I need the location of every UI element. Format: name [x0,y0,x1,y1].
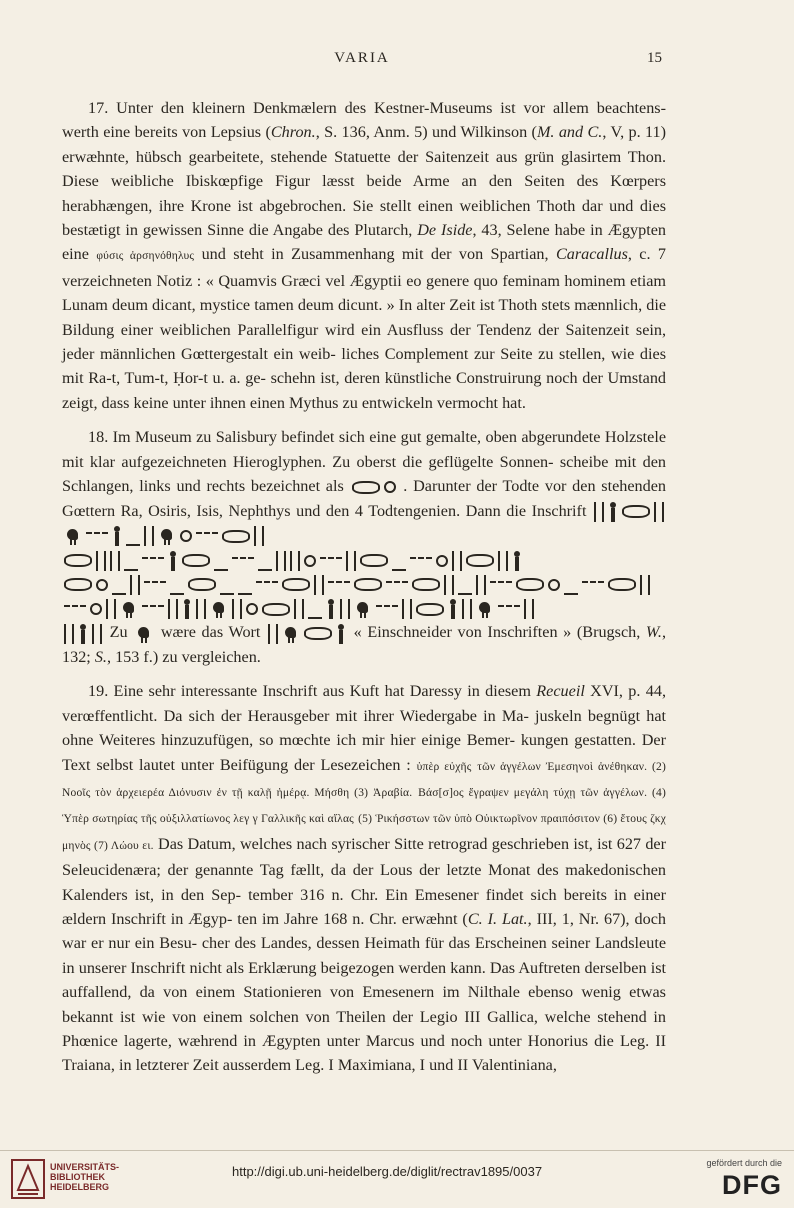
text-line: (Brugsch, [576,623,646,642]
text-line: habe in Ægypten eine [62,221,667,264]
ground-hieroglyph [214,551,228,571]
pillar-hieroglyph [64,624,74,644]
greek-inscription: ὑπὲρ εὐχῆς [416,760,472,773]
page-header [62,50,662,74]
mouth-hieroglyph [416,603,444,616]
water-hieroglyph [320,557,342,565]
citation: Chron. [270,123,316,142]
water-hieroglyph [196,532,218,540]
ankh-hieroglyph [640,575,650,595]
text-line: die Inschrift [506,501,587,520]
stroke-hieroglyph [110,551,120,571]
figure-hieroglyph [512,551,522,571]
stroke-hieroglyph [96,551,106,571]
vulture-hieroglyph [158,527,176,545]
text-line: bekannt ist wie von einem solchen von Theilen der Legio III Gallica, welche stehend in [62,1007,666,1026]
section-19 [62,679,666,1078]
mouth-hieroglyph [516,578,544,591]
text-line: Inschrift nicht als Erklærung beigezogen werden kann. Das Auftreten derselben ist [130,958,666,977]
water-hieroglyph [232,557,254,565]
text-line: 19. Eine sehr interessante Inschrift aus Kuft hat Daressy in diesem [88,682,537,701]
text-line: Tag fællt, da der Lous der letzte Monat des makedonischen Kalenders ist, in den Sep- [62,861,666,904]
reed-hieroglyph [594,502,604,522]
text-line: Holzstele mit klar aufgezeichneten Hieroglyphen. Zu oberst die geflügelte Sonnen- [62,428,667,471]
mouth-hieroglyph [608,578,636,591]
library-name-line: UNIVERSITÄTS- [50,1162,120,1172]
text-line: XVI, p. 44, verœffentlicht. Da sich der Herausgeber mit ihrer Wiedergabe in Ma- [62,682,666,725]
ground-hieroglyph [126,526,140,546]
ground-hieroglyph [170,575,184,595]
text-line: werth eine bereits von Lepsius ( [62,123,271,142]
text-line: liches Complement zur Seite zu stellen, wie dies mit Ra-t, Tum-t, Ḥor-t u. a. ge- [62,345,666,388]
house-hieroglyph [222,530,250,543]
water-hieroglyph [498,605,520,613]
text-line: , c. 7 verzeichneten Notiz : « Quamvis Græci vel Ægyptii eo genere quo [62,245,667,290]
permalink[interactable]: http://digi.ub.uni-heidelberg.de/diglit/rectrav1895/0037 [232,1164,543,1179]
citation: M. and C. [536,123,603,142]
library-name-line: BIBLIOTHEK [50,1172,105,1182]
greek-inscription: Βάσ[σ]ος ἔγραψεν μεγάλη τύχῃ τῶν ἀγγέλων. (4) Ὑπὲρ σωτηρίας τῆς οὐξιλλατίωνος λεγ γ Γαλλικῆς καὶ αἴλας [62,786,666,826]
ground-hieroglyph [564,575,578,595]
reed-hieroglyph [254,526,264,546]
text-line: ten im Jahre 168 n. Chr. erwæhnt ( [237,909,468,928]
stroke-hieroglyph [290,551,300,571]
ground-hieroglyph [124,551,138,571]
mouth-hieroglyph [64,554,92,567]
hieroglyph-line [62,547,666,571]
reed-hieroglyph [498,551,508,571]
sun-hieroglyph [548,579,560,591]
bird-hieroglyph [135,625,153,643]
mouth-hieroglyph [354,578,382,591]
hieroglyph-line [62,572,666,596]
citation: Caracallus [555,245,628,264]
water-hieroglyph [256,581,278,589]
text-line: feminam hominem etiam Lunam deum dicant, mystice tamen deum dicunt. » In alter [62,271,666,315]
mouth-hieroglyph [412,578,440,591]
water-hieroglyph [328,581,350,589]
mouth-hieroglyph [188,578,216,591]
text-line: Leg. II Traiana, in letzterer Zeit ausserdem Leg. I Maximiana, I und II Valentiniana, [62,1031,667,1075]
ground-hieroglyph [392,551,406,571]
figure-hieroglyph [608,502,618,522]
text-line: vor den stehenden Gœttern Ra, Osiris, Isis, Nephthys und den 4 Todtengenien. Dann [62,477,667,520]
reed-hieroglyph [144,526,154,546]
text-line: , [602,123,607,142]
sun-hieroglyph [180,530,192,542]
mouth-hieroglyph [622,505,650,518]
mouth-hieroglyph [182,554,210,567]
sun-hieroglyph [436,555,448,567]
circle-hieroglyph [96,579,108,591]
section-17 [62,96,666,415]
pillar-hieroglyph [524,599,534,619]
figure-hieroglyph [326,599,336,619]
text-line: Ausfluss der Tendenz der Saitenzeit sein, jeder männlichen Gœttergestalt ein weib- [62,320,667,364]
bird-hieroglyph [354,600,372,618]
ground-hieroglyph [458,575,472,595]
page-number: 15 [647,50,662,66]
mouth-hieroglyph [360,554,388,567]
bird-hieroglyph [282,625,300,643]
citation: C. I. Lat. [467,909,528,928]
text-line: , 153 f.) zu vergleichen. [106,647,261,666]
text-line: , S. 136, Anm. 5) und Wilkinson ( [315,123,537,142]
mouth-hieroglyph [304,627,332,640]
figure-hieroglyph [182,599,192,619]
water-hieroglyph [86,532,108,540]
sun-hieroglyph [304,555,316,567]
footer-divider [0,1150,794,1151]
greek-inscription: (5) Ῥικήσστων τῶν ὑπὸ Οὐικτωρῖνον πραιπόσιτον (6) ἔτους ζκχ μηνὸς (7) Λώου ει. [62,813,667,852]
water-hieroglyph [142,605,164,613]
pillar-hieroglyph [106,599,116,619]
seated-god-hieroglyph [112,526,122,546]
figure-hieroglyph [448,599,458,619]
text-line: Das Datum, welches [153,834,293,853]
mouth-hieroglyph [282,578,310,591]
library-name [50,1162,119,1192]
water-hieroglyph [582,581,604,589]
stroke-hieroglyph [476,575,486,595]
stroke-hieroglyph [276,551,286,571]
water-hieroglyph [410,557,432,565]
text-line: Phœnice lagerte, wæhrend in Ægypten unter Marcus und noch unter Honorius die [62,1031,614,1050]
text-line: Kœrpers herabhængen, ihre Krone ist abgebrochen. Sie stellt einen weiblichen Thoth [62,172,666,215]
owl-hieroglyph [120,600,138,618]
greek-inscription: τῶν ἀγγέλων Ἐμεσηνοὶ ἀνέθηκαν. (2) Νοοῖς τὸν ἀρχειερέα Διόνυσιν ἐν τῇ καλῇ ἡμέρᾳ. Μήσθη (3) Ἀραβία. [62,760,667,799]
text-line: juskeln begnügt hat ohne Weiteres hinzuzufügen, so mœchte ich mir hier einige Bemer- [62,706,667,750]
stroke-hieroglyph [452,551,462,571]
pillar-hieroglyph [654,502,664,522]
sun-disk-hieroglyph [352,481,380,494]
ground-hieroglyph [112,575,126,595]
funding-note: gefördert durch die [706,1158,782,1168]
hieroglyph-line [62,596,666,620]
stroke-hieroglyph [294,599,304,619]
section-18 [62,425,666,669]
water-hieroglyph [64,605,86,613]
text-line: Zu [109,623,128,642]
text-line: auffallend, da von einem Stationieren von Emesenern im Nilthale ebenso wenig etwas [62,983,666,1002]
citation: De Iside [417,221,473,240]
pillar-hieroglyph [196,599,206,619]
bird-hieroglyph [476,600,494,618]
text-line: dar und dies bestætigt in gewissen Sinne die Angabe des Plutarch, [62,196,667,240]
bird-hieroglyph [210,600,228,618]
water-hieroglyph [142,557,164,565]
text-line: V, p. 11) erwæhnte, hübsch gearbeitete, stehende Statuette der Saitenzeit aus grün [62,123,666,166]
greek-phrase: φύσις ἀρσηνόθηλυς [96,250,195,263]
text-line: 18. Im Museum zu Salisbury befindet sich eine gut gemalte, oben abgerundete [88,428,601,447]
figure-hieroglyph [336,624,346,644]
stroke-hieroglyph [314,575,324,595]
text-line: cher des Landes, dessen Heimath für das Erscheinen seiner Landsleute in unserer [62,934,667,977]
stroke-hieroglyph [92,624,102,644]
text-line: tember 316 n. Chr. Ein Emesener findet sich bereits in einer ældern Inschrift in Ægyp- [62,885,666,928]
text-line: « Einschneider von Inschriften » [353,623,572,642]
text-line: schehn ist, deren künstliche Construirung noch der Umstand zeigt, dass keine unter [62,369,667,412]
circle-hieroglyph [90,603,102,615]
stroke-hieroglyph [462,599,472,619]
text-line: nach syrischer Sitte retrograd geschrieben ist, ist 627 der Seleucidenæra; der genannte [62,834,667,880]
mouth-hieroglyph [64,578,92,591]
pillar-hieroglyph [130,575,140,595]
reed-hieroglyph [268,624,278,644]
mouth-hieroglyph [466,554,494,567]
text-line: , 132; [62,623,666,666]
bird-hieroglyph [64,527,82,545]
figure-hieroglyph [78,624,88,644]
stroke-hieroglyph [232,599,242,619]
running-title: VARIA [334,50,390,66]
ground-hieroglyph [258,551,272,571]
text-line: Zeit ist Thoth stets mænnlich, die Bildung einer weiblichen Parallelfigur wird ein [62,296,667,339]
university-library-logo-icon [10,1158,46,1200]
water-hieroglyph [386,581,408,589]
journal-title: Recueil [536,682,585,701]
stroke-hieroglyph [444,575,454,595]
ground-hieroglyph [220,575,234,595]
text-line: und steht in Zusammenhang mit der von Spartian, [194,245,549,264]
text-line: , 43, Selene [472,221,550,240]
citation: W. [645,623,662,642]
sun-hieroglyph [246,603,258,615]
ground-hieroglyph [308,599,322,619]
ground-hieroglyph [238,575,252,595]
text-line: . Darunter der Todte [403,477,540,496]
citation: S. [94,647,107,666]
article-body [62,96,666,1078]
text-line: , III, 1, Nr. 67), doch war er nur ein Besu- [62,909,666,953]
text-line: 17. Unter den kleinern Denkmælern des Kestner-Museums ist vor allem beachtens- [88,99,666,117]
reed-hieroglyph [168,599,178,619]
circle-hieroglyph [384,481,396,493]
text-line: glasirtem Thon. Diese weibliche Ibiskœpfige Figur læsst beide Arme an den Seiten des [62,147,667,191]
figure-hieroglyph [168,551,178,571]
text-line: kungen gestatten. Der Text selbst lautet unter Beifügung der Lesezeichen : [62,731,666,774]
reed-hieroglyph [402,599,412,619]
library-name-line: HEIDELBERG [50,1182,110,1192]
mouth-hieroglyph [262,603,290,616]
water-hieroglyph [376,605,398,613]
stroke-hieroglyph [340,599,350,619]
funder-logo: DFG [722,1170,782,1200]
water-hieroglyph [144,581,166,589]
text-line: scheibe mit den Schlangen, links und rechts bezeichnet als [62,452,667,496]
digitization-footer [0,1150,794,1208]
water-hieroglyph [490,581,512,589]
ankh-hieroglyph [346,551,356,571]
text-line: ihnen einen Mythus zu entwickeln vermocht hat. [209,393,526,412]
text-line: wære das Wort [160,623,261,642]
